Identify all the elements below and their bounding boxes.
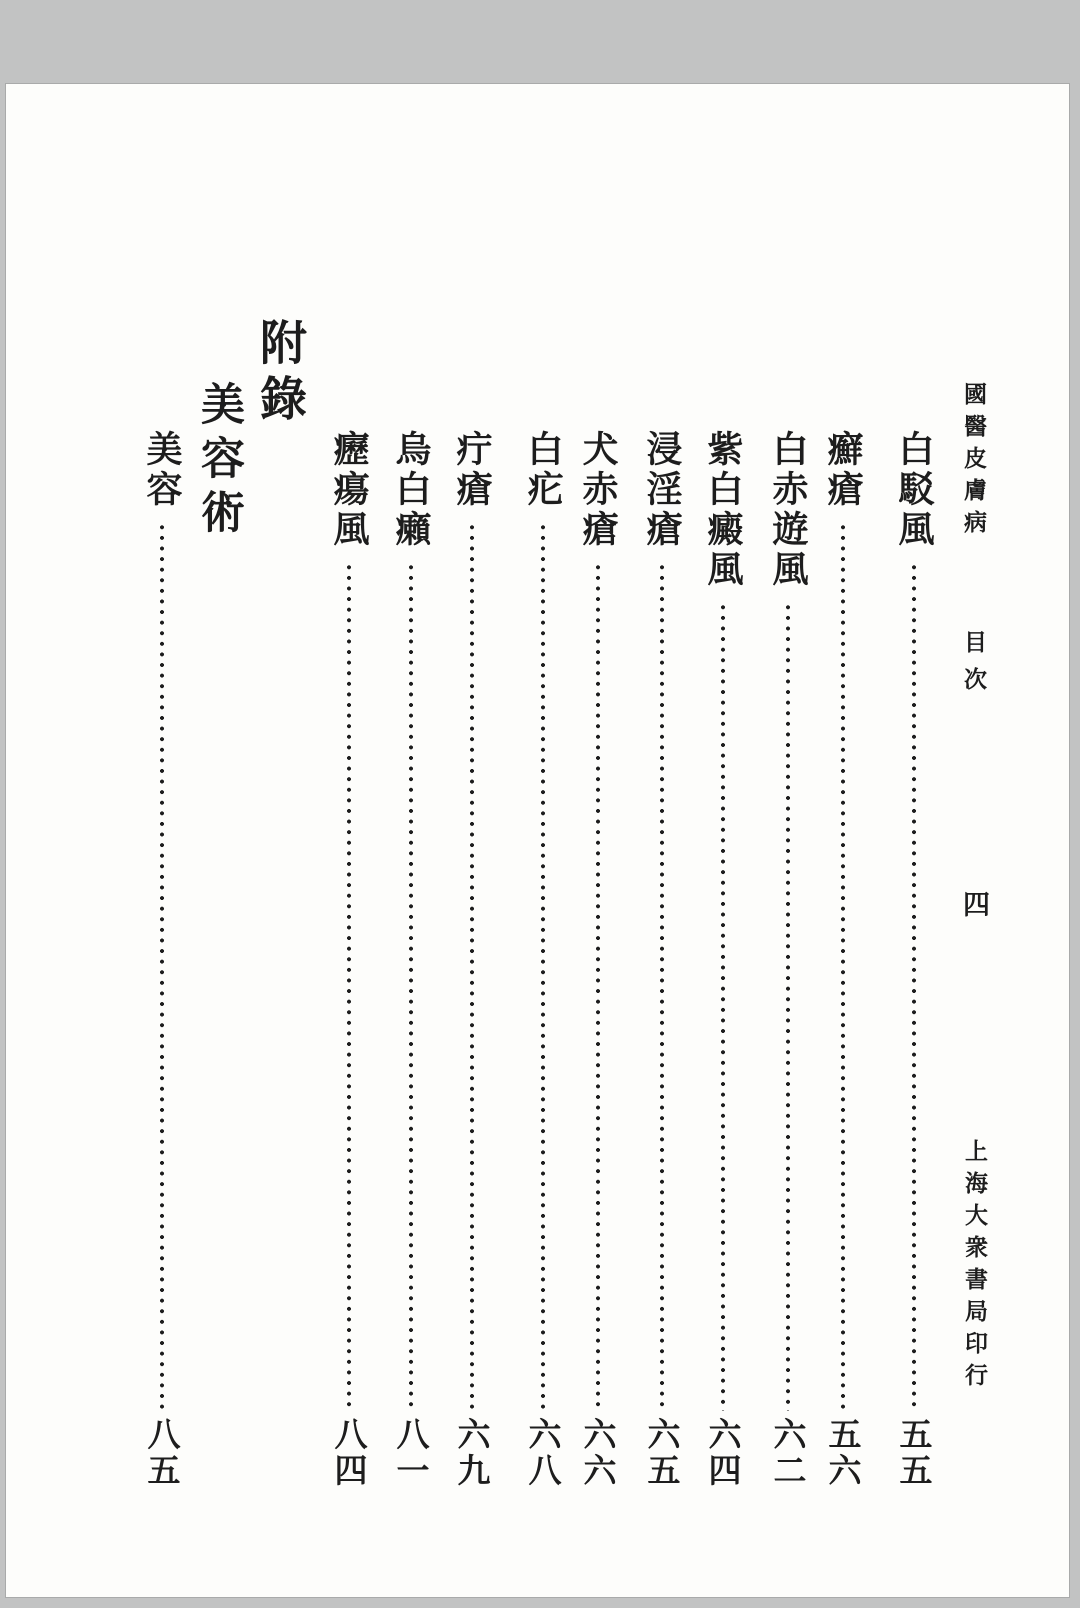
toc-entry-title: 烏白癩 [390,430,432,550]
toc-entry [140,430,184,1489]
toc-entry-title: 紫白癜風 [702,430,744,590]
toc-entry-title: 浸淫瘡 [641,430,683,550]
toc-entry-title: 白疕 [522,430,564,510]
toc-entry [576,430,620,1489]
toc-entry [327,430,371,1489]
margin-folio-number: 四 [958,890,989,917]
toc-entry-page-number: 八四 [329,1417,369,1489]
margin-book-title: 國醫皮膚病 [960,382,987,542]
margin-publisher-line: 上海大衆書局印行 [961,1139,988,1395]
toc-entry-page-number: 六四 [703,1417,743,1489]
dot-leader [345,562,353,1411]
toc-entry [701,430,745,1489]
toc-entry-page-number: 六二 [768,1417,808,1489]
toc-entry-page-number: 六八 [523,1417,563,1489]
dot-leader [158,522,166,1411]
toc-entry-page-number: 五五 [894,1417,934,1489]
toc-entry-page-number: 八一 [391,1417,431,1489]
dot-leader [468,522,476,1411]
appendix-header: 附錄 [252,318,307,430]
toc-entry [892,430,936,1489]
toc-entry-page-number: 六六 [578,1417,618,1489]
dot-leader [407,562,415,1411]
toc-entry-title: 疔瘡 [451,430,493,510]
scanned-page [5,83,1070,1598]
dot-leader [719,602,727,1411]
margin-section-label: 目次 [960,630,987,704]
toc-entry [640,430,684,1489]
toc-entry [821,430,865,1489]
toc-entry [389,430,433,1489]
dot-leader [658,562,666,1411]
toc-entry-title: 癧瘍風 [328,430,370,550]
dot-leader [910,562,918,1411]
dot-leader [839,522,847,1411]
toc-entry-title: 美容 [141,430,183,510]
toc-entry [766,430,810,1489]
toc-entry-title: 犬赤瘡 [577,430,619,550]
toc-entry [450,430,494,1489]
toc-entry-page-number: 六九 [452,1417,492,1489]
toc-entry-title: 白赤遊風 [767,430,809,590]
dot-leader [594,562,602,1411]
toc-entry-title: 癬瘡 [822,430,864,510]
toc-entry-title: 白駁風 [893,430,935,550]
toc-entry-page-number: 五六 [823,1417,863,1489]
toc-entry-page-number: 六五 [642,1417,682,1489]
toc-entry [521,430,565,1489]
appendix-subheader: 美容術 [193,381,244,543]
dot-leader [784,602,792,1411]
toc-entry-page-number: 八五 [142,1417,182,1489]
dot-leader [539,522,547,1411]
